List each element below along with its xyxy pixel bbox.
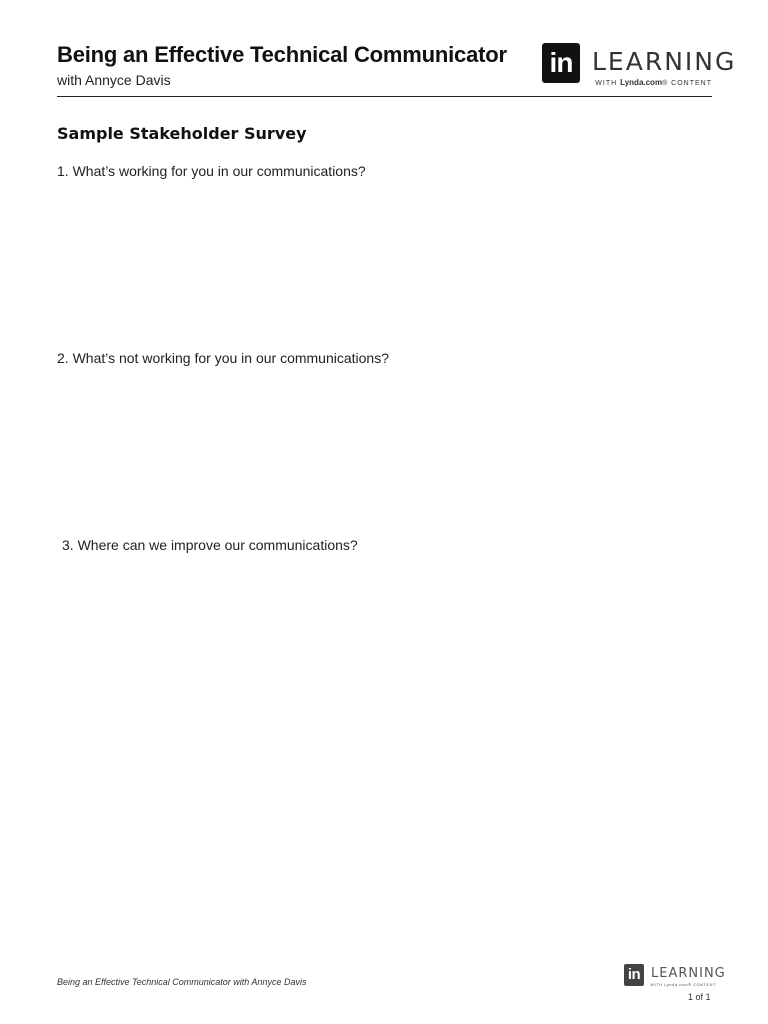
survey-question-1: 1. What’s working for you in our communications?	[57, 163, 366, 179]
linkedin-in-icon: in	[542, 43, 580, 83]
document-header	[57, 42, 737, 97]
linkedin-learning-logo	[542, 43, 737, 87]
page-number: 1 of 1	[688, 992, 711, 1002]
survey-question-3: 3. Where can we improve our communications?	[62, 537, 358, 553]
logo-tagline-prefix: WITH	[595, 80, 621, 87]
survey-title: Sample Stakeholder Survey	[57, 124, 307, 143]
footer-course-text: Being an Effective Technical Communicator with Annyce Davis	[57, 977, 307, 987]
footer-logo-wordmark: LEARNING	[651, 966, 726, 981]
footer-linkedin-learning-logo	[624, 964, 726, 990]
logo-tagline-brand: Lynda.com	[620, 78, 663, 87]
document-subtitle: with Annyce Davis	[57, 72, 171, 88]
logo-tagline-suffix: ® CONTENT	[662, 80, 712, 87]
survey-question-2: 2. What’s not working for you in our communications?	[57, 350, 390, 366]
logo-tagline	[595, 78, 712, 87]
footer-linkedin-in-icon: in	[624, 964, 644, 986]
document-title: Being an Effective Technical Communicator	[57, 42, 507, 67]
logo-wordmark: LEARNING	[592, 47, 737, 76]
footer-logo-tagline: WITH Lynda.com® CONTENT	[650, 982, 716, 987]
